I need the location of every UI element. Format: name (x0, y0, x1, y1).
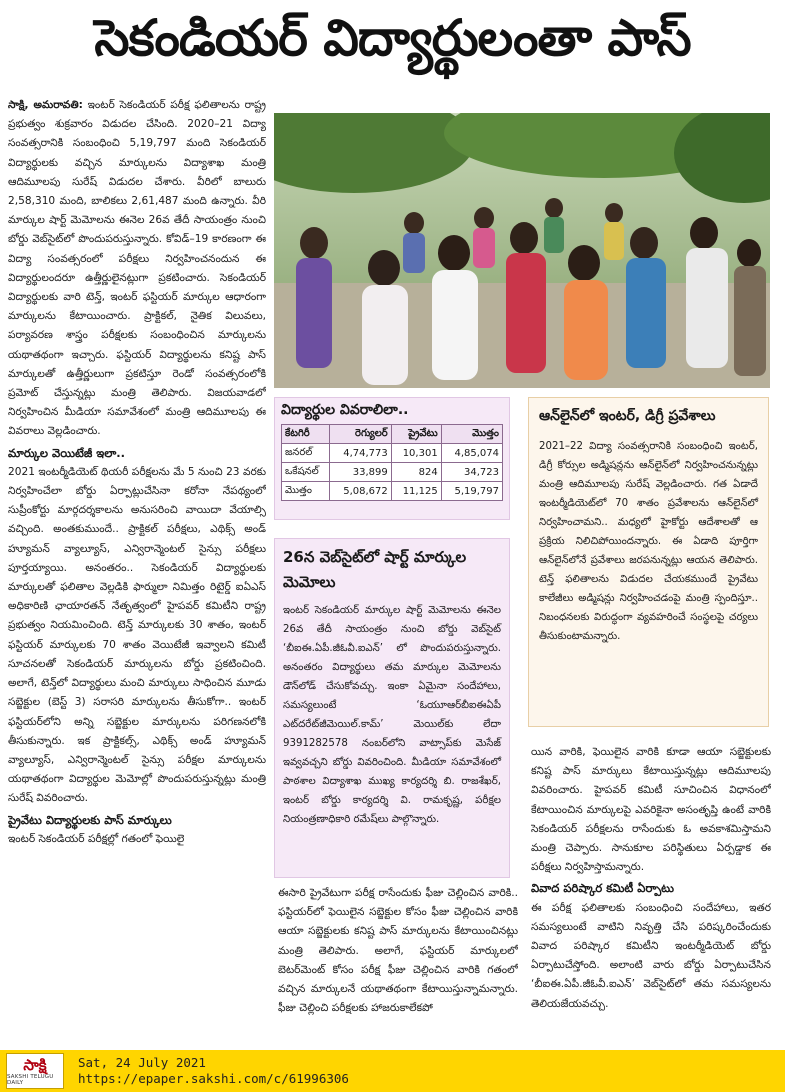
memo-box-title: 26న వెబ్‌సైట్‌లో షార్ట్‌ మార్కుల మెమోలు (283, 548, 467, 591)
stats-cell: 4,85,074 (441, 444, 502, 463)
stats-box (274, 397, 510, 520)
students-photo-image (274, 113, 770, 388)
stats-cell: మొత్తం (282, 482, 330, 501)
left-paragraph-1 (8, 96, 266, 442)
subhead-dispute-committee: వివాద పరిష్కార కమిటీ ఏర్పాటు (531, 881, 674, 896)
headline: సెకండియర్‌ విద్యార్థులంతా పాస్‌ (94, 8, 691, 67)
memo-box (274, 538, 510, 878)
left-column (8, 96, 266, 1036)
footer-url[interactable]: https://epaper.sakshi.com/c/61996306 (78, 1071, 349, 1086)
stats-cell: 824 (391, 463, 441, 482)
right-paragraph-1: యిన వారికి, ఫెయిలైన వారికి కూడా ఆయా సబ్జెక్టులకు కనిష్ట పాస్‌ మార్కులు కేటాయిస్తున్నట్లు ఆదిమూలపు వివరించారు. హైపవర్‌ కమిటీ సూచించిన విధానంలో కేటాయించిన మార్కులపై ఎవరికైనా అసంతృప్తి ఉంటే వారికి సెకండియర్‌ పరీక్షలను రాసేందుకు ఓ అవకాశమిస్తామని మంత్రి చెప్పారు. సానుకూల పరిస్థితులు ఏర్పడ్డాక ఈ పరీక్షలు నిర్వహిస్తామన్నారు. (531, 746, 771, 874)
right-column (531, 743, 771, 1043)
center-bottom-paragraph: ఈసారి ప్రైవేటుగా పరీక్ష రాసేందుకు ఫీజు చెల్లించిన వారికి.. ఫస్టియర్‌లో ఫెయిలైన సబ్జెక్టుల కోసం ఫీజు చెల్లించిన వారికి ఆయా సబ్జెక్టులకు కనిష్ట పాస్‌ మార్కులను కేటాయించినట్లు మంత్రి తెలిపారు. అలాగే, ఫస్టియర్‌ మార్కులలో బెటర్‌మెంట్‌ కోసం పరీక్ష ఫీజు చెల్లించిన వారికి గతంలో వచ్చిన మార్కులనే యథాతథంగా కేటాయిస్తున్నామన్నారు. ఫీజు చెల్లించి పరీక్షలకు హాజరుకాలేకపో (278, 887, 518, 1015)
stats-header-cell: మొత్తం (441, 425, 502, 444)
stats-cell: 34,723 (441, 463, 502, 482)
online-box-title: ఆన్‌లైన్‌లో ఇంటర్‌, డిగ్రీ ప్రవేశాలు (539, 408, 716, 424)
stats-cell: 5,19,797 (441, 482, 502, 501)
table-row (282, 444, 503, 463)
left-paragraph-1-text: ఇంటర్‌ సెకండియర్‌ పరీక్ష ఫలితాలను రాష్ట్ర ప్రభుత్వం శుక్రవారం విడుదల చేసింది. 2020–21 విద్యా సంవత్సరానికి సంబంధించి 5,19,797 మంది సెకండియర్‌ విద్యార్థులకు వచ్చిన మార్కులను విద్యాశాఖ మంత్రి ఆదిమూలపు సురేష్‌ విడుదల చేశారు. వీరిలో బాలురు 2,58,310 మంది, బాలికలు 2,61,487 మంది ఉన్నారు. వీరి మార్కుల షార్ట్‌ మెమోలను ఈనెల 26వ తేదీ సాయంత్రం నుంచి బోర్డు వెబ్‌సైట్‌లో పొందుపరుస్తున్నారు. కోవిడ్‌–19 కారణంగా ఈ విద్యా సంవత్సరంలో పరీక్షలు నిర్వహించనందున ఈ విద్యార్థులందరూ ఉత్తీర్ణులైనట్లుగా ప్రకటించారు. సెకండియర్‌ విద్యార్థులకు వారి టెన్త్‌, ఇంటర్‌ ఫస్టియర్‌ మార్కుల ఆధారంగా మార్కులను కేటాయించారు. ప్రాక్టికల్‌, నైతిక విలువలు, పర్యావరణ శాస్త్రం పరీక్షలకు సంబంధించిన మార్కులను యథాతథంగా ఇచ్చారు. ఫస్టియర్‌ విద్యార్థులను కనిష్ట పాస్‌ మార్కులతో ఉత్తీర్ణులుగా ప్రకటిస్తూ రెండో సంవత్సరంలోకి ప్రమోట్‌ చేస్తున్నట్లు మంత్రి తెలిపారు. విజయవాడలో నిర్వహించిన మీడియా సమావేశంలో మంత్రి ఆదిమూలపు ఈ వివరాలు వెల్లడించారు. (8, 99, 266, 438)
stats-box-title: విద్యార్థుల వివరాలిలా.. (281, 402, 409, 418)
online-box-body: 2021–22 విద్యా సంవత్సరానికి సంబంధించి ఇంటర్‌, డిగ్రీ కోర్సుల అడ్మిషన్లను ఆన్‌లైన్‌లో నిర్వహించనున్నట్లు మంత్రి ఆదిమూలపు సురేష్‌ వెల్లడించారు. గత ఏడాదే ఇంటర్మీడియెట్‌లో 70 శాతం ప్రవేశాలను ఆన్‌లైన్‌లో నిర్వహించామని.. మధ్యలో హైకోర్టు ఆదేశాలతో ఆ ప్రక్రియ నిలిచిపోయిందన్నారు. ఈ ఏడాది పూర్తిగా ఆన్‌లైన్‌లోనే ప్రవేశాలు జరపనున్నట్లు ఆయన తెలిపారు. టెన్త్‌ ఫలితాలను విడుదల చేయకముందే ప్రైవేటు కాలేజీలు అడ్మిషన్లు నిర్వహించడంపై మంత్రి స్పందిస్తూ.. నిబంధనలకు విరుద్ధంగా వ్యవహరించే సంస్థలపై చర్యలు తీసుకుంటామన్నారు. (539, 441, 758, 642)
stats-header-row (282, 425, 503, 444)
stats-cell: జనరల్‌ (282, 444, 330, 463)
table-row (282, 482, 503, 501)
sakshi-logo (6, 1053, 64, 1089)
footer-bar (0, 1050, 785, 1092)
stats-cell: 33,899 (330, 463, 391, 482)
subhead-private-students: ప్రైవేటు విద్యార్థులకు పాస్‌ మార్కులు (8, 812, 172, 827)
footer-info (78, 1055, 349, 1087)
left-paragraph-3: ఇంటర్‌ సెకండియర్‌ పరీక్షల్లో గతంలో ఫెయిలై (8, 832, 185, 845)
stats-header-cell: ప్రైవేటు (391, 425, 441, 444)
stats-cell: 10,301 (391, 444, 441, 463)
memo-box-body: ఇంటర్‌ సెకండియర్‌ మార్కుల షార్ట్‌ మెమోలను ఈనెల 26వ తేదీ సాయంత్రం నుంచి బోర్డు వెబ్‌సైట్‌ ‘బీఐఈ.ఏపీ.జీఓవీ.ఐఎన్‌’ లో పొందుపరుస్తున్నారు. అనంతరం విద్యార్థులు తమ మార్కుల మెమోలను డౌన్‌లోడ్‌ చేసుకోవచ్చు. ఇంకా ఏమైనా సందేహాలు, సమస్యలుంటే ‘ఓయూఆర్‌బీఐఈఏపీ ఎట్‌దరేట్‌జీమెయిల్‌.కామ్‌’ మెయిల్‌కు లేదా 9391282578 నంబర్‌లోని వాట్సాప్‌కు మెసేజ్‌ ఇవ్వవచ్చని బోర్డు వివరించింది. మీడియా సమావేశంలో పాఠశాల విద్యాశాఖ ముఖ్య కార్యదర్శి బి. రాజశేఖర్‌, ఇంటర్‌ బోర్డు కార్యదర్శి వి. రామకృష్ణ, పరీక్షల నియంత్రణాధికారి రమేష్‌లు పాల్గొన్నారు. (283, 605, 501, 825)
stats-header-cell: రెగ్యులర్‌ (330, 425, 391, 444)
stats-cell: 5,08,672 (330, 482, 391, 501)
logo-subtext: SAKSHI TELUGU DAILY (7, 1073, 54, 1086)
online-admissions-box (528, 397, 769, 727)
students-photo (274, 113, 770, 388)
logo-text: సాక్షి (23, 1055, 47, 1074)
center-bottom-column (278, 884, 518, 1044)
stats-header-cell: కేటగిరీ (282, 425, 330, 444)
stats-cell: 4,74,773 (330, 444, 391, 463)
right-paragraph-2: ఈ పరీక్ష ఫలితాలకు సంబంధించి సందేహాలు, ఇతర సమస్యలుంటే వాటిని నివృత్తి చేసి పరిష్కరించేందుకు వివాద పరిష్కార కమిటీని ఇంటర్మీడియెట్‌ బోర్డు ఏర్పాటుచేస్తోంది. అలాంటి వారు బోర్డు ఏర్పాటుచేసిన ‘బీఐఈ.ఏపీ.జీఓవీ.ఐఎన్‌’ వెబ్‌సైట్‌లో తమ సమస్యలను తెలియజేయవచ్చు. (531, 901, 771, 1010)
subhead-weightage: మార్కుల వెయిటేజీ ఇలా.. (8, 445, 125, 460)
left-paragraph-2: 2021 ఇంటర్మీడియెట్‌ థియరీ పరీక్షలను మే 5 నుంచి 23 వరకు నిర్వహించేలా బోర్డు ఏర్పాట్లుచేసినా కరోనా నేపథ్యంలో సుప్రీంకోర్టు మార్గదర్శకాలను అనుసరించి వాయిదా వేయాల్సి వచ్చింది. అంతకుముందే.. ప్రాక్టికల్‌ పరీక్షలు, ఎథిక్స్‌ అండ్‌ హ్యూమన్‌ వ్యాల్యూస్‌, ఎన్విరాన్మెంటల్‌ సైన్సు పరీక్షలు పూర్తయ్యాయి. అనంతరం.. సెకండియర్‌ విద్యార్థులకు మార్కులతో ఫలితాల వెల్లడికి ఫార్ములా నిమిత్తం రిటైర్డ్‌ ఐఏఎస్‌ అధికారిణి ఛాయారతన్‌ నేతృత్వంలో హైపవర్‌ కమిటీని రాష్ట్ర ప్రభుత్వం నియమించింది. టెన్త్‌ మార్కులకు 30 శాతం, ఇంటర్‌ ఫస్టియర్‌ మార్కులకు 70 శాతం వెయిటేజీ ఇవ్వాలని కమిటీ సూచనలతో సెకండియర్‌ మార్కులను బోర్డు ప్రకటించింది. అలాగే, టెన్త్‌లో విద్యార్థులు మంచి మార్కులు సాధించిన మూడు సబ్జెక్టుల (బెస్ట్‌ 3) సరాసరి మార్కులను తీసుకోగా.. ఇంటర్‌ ఫస్టియర్‌లోని అన్ని సబ్జెక్టుల మార్కులను పరిగణనలోకి తీసుకున్నారు. ఇక ప్రాక్టికల్స్‌, ఎథిక్స్‌ అండ్‌ హ్యూమన్‌ వ్యాల్యూస్‌, ఎన్విరాన్మెంటల్‌ సైన్సు పరీక్షల మార్కులను యథాతథంగా విద్యార్థుల మెమోల్లో పొందుపరుస్తున్నట్లు మంత్రి సురేష్‌ వివరించారు. (8, 465, 266, 805)
footer-date: Sat, 24 July 2021 (78, 1055, 206, 1070)
dateline: సాక్షి, అమరావతి: (8, 99, 83, 111)
stats-table (281, 424, 503, 501)
stats-cell: 11,125 (391, 482, 441, 501)
table-row (282, 463, 503, 482)
stats-cell: ఒకేషనల్‌ (282, 463, 330, 482)
